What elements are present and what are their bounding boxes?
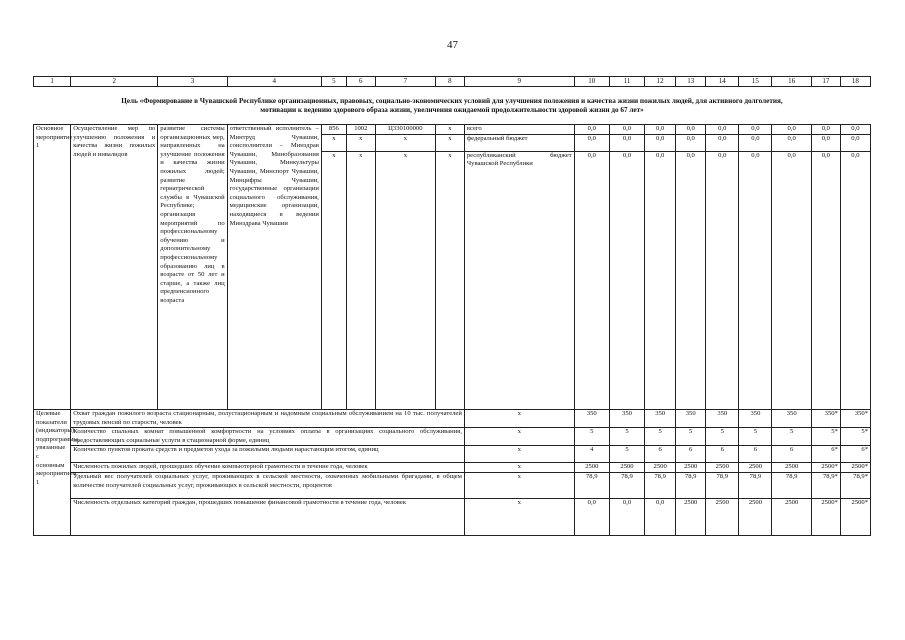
column-number-cell: 1 (34, 77, 71, 87)
indicator-value: 6 (645, 446, 676, 463)
indicator-value: 5 (772, 428, 811, 446)
indicator-value: 2500 (772, 498, 811, 535)
cell-value: 0,0 (676, 125, 706, 135)
indicator-value: 2500 (645, 463, 676, 473)
indicator-value: 6 (676, 446, 706, 463)
cell-value: 0,0 (840, 125, 870, 135)
indicator-value: 78,9 (772, 472, 811, 498)
main-event-name: Осуществление мер по улучшению положения и качества жизни пожилых людей и инвалидов (71, 125, 158, 410)
column-number-cell: 4 (227, 77, 321, 87)
cell-value: 0,0 (676, 151, 706, 409)
cell-value: 0,0 (772, 125, 811, 135)
cell-source: всего (464, 125, 574, 135)
indicator-value: 2500 (609, 463, 644, 473)
indicator-source: x (464, 410, 574, 428)
indicator-row (34, 410, 871, 428)
indicator-value: 2500 (574, 463, 609, 473)
cell-value: 0,0 (811, 125, 840, 135)
indicator-source: x (464, 446, 574, 463)
column-number-cell: 10 (574, 77, 609, 87)
cell-value: 0,0 (574, 134, 609, 151)
indicator-row (34, 463, 871, 473)
cell-value: 0,0 (840, 134, 870, 151)
column-number-cell: 7 (375, 77, 435, 87)
indicator-value: 0,0 (645, 498, 676, 535)
indicators-label: Целевые показатели (индикаторы) подпрограммы, увязанные с основным мероприятием 1 (34, 410, 71, 536)
cell-c5: x (321, 151, 346, 409)
cell-c7: x (375, 151, 435, 409)
indicator-value: 2500 (676, 463, 706, 473)
goal-title (33, 97, 871, 115)
column-number-cell: 14 (706, 77, 739, 87)
cell-value: 0,0 (645, 125, 676, 135)
indicator-value: 78,9 (645, 472, 676, 498)
indicator-value: 2500* (840, 463, 870, 473)
main-event-executors: ответственный исполнитель – Минтруд Чувашии, соисполнители – Минздрав Чувашии, Минобразования Чувашии, Минкультуры Чувашии, Минспорт Чувашии, Минцифры Чувашии, государственные организации социального обслуживания, медицинские организации, находящиеся в ведении Минздрава Чувашии (227, 125, 321, 410)
indicator-row (34, 472, 871, 498)
cell-c6: 1002 (346, 125, 375, 135)
indicator-value: 78,9 (739, 472, 772, 498)
indicator-value: 5* (811, 428, 840, 446)
cell-value: 0,0 (739, 134, 772, 151)
indicator-value: 2500 (739, 463, 772, 473)
indicator-value: 4 (574, 446, 609, 463)
cell-value: 0,0 (574, 151, 609, 409)
column-number-cell: 16 (772, 77, 811, 87)
indicator-source: x (464, 498, 574, 535)
cell-value: 0,0 (840, 151, 870, 409)
cell-c7: Ц330100000 (375, 125, 435, 135)
indicator-value: 2500 (676, 498, 706, 535)
cell-value: 0,0 (772, 134, 811, 151)
indicator-name: Охват граждан пожилого возраста стационарным, полустационарным и надомным социальным обслуживанием на 10 тыс. получателей трудовых пенсий по старости, человек (71, 410, 465, 428)
cell-value: 0,0 (609, 151, 644, 409)
main-event-label: Основное мероприятие 1 (34, 125, 71, 410)
column-number-row (34, 77, 871, 87)
indicator-name: Численность пожилых людей, прошедших обучение компьютерной грамотности в течение года, человек (71, 463, 465, 473)
indicator-value: 5 (676, 428, 706, 446)
cell-c5: 856 (321, 125, 346, 135)
cell-value: 0,0 (706, 134, 739, 151)
column-number-cell: 12 (645, 77, 676, 87)
indicator-source: x (464, 463, 574, 473)
column-number-cell: 3 (158, 77, 227, 87)
indicator-value: 2500* (840, 498, 870, 535)
indicator-value: 6 (772, 446, 811, 463)
indicator-value: 350 (574, 410, 609, 428)
goal-title-line1: Цель «Формирование в Чувашской Республике организационных, правовых, социально-экономических условий для улучшения положения и качества жизни пожилых людей, для активного долголетия, (121, 97, 783, 105)
program-table-body (34, 125, 871, 536)
indicator-value: 78,9 (574, 472, 609, 498)
indicator-value: 6 (706, 446, 739, 463)
indicator-value: 5 (609, 446, 644, 463)
indicator-value: 5* (840, 428, 870, 446)
cell-source: республиканский бюджет Чувашской Республики (464, 151, 574, 409)
indicator-source: x (464, 428, 574, 446)
column-number-header (33, 76, 871, 87)
indicator-value: 78,9 (609, 472, 644, 498)
column-number-cell: 11 (609, 77, 644, 87)
indicator-name: Удельный вес получателей социальных услуг, проживающих в сельской местности, охваченных мобильными бригадами, в общем количестве получателей социальных услуг, проживающих в сельской местности, процентов (71, 472, 465, 498)
indicator-value: 5 (706, 428, 739, 446)
indicator-value: 78,9 (706, 472, 739, 498)
indicator-name: Количество пунктов проката средств и предметов ухода за пожилыми людьми нарастающим итогом, единиц (71, 446, 465, 463)
indicator-row (34, 446, 871, 463)
indicator-value: 2500 (706, 498, 739, 535)
indicator-value: 350 (676, 410, 706, 428)
indicator-row (34, 498, 871, 535)
cell-value: 0,0 (811, 134, 840, 151)
cell-value: 0,0 (676, 134, 706, 151)
indicator-value: 6 (739, 446, 772, 463)
cell-c8: x (435, 151, 464, 409)
indicator-value: 2500* (811, 498, 840, 535)
indicator-value: 5 (609, 428, 644, 446)
indicator-value: 2500* (811, 463, 840, 473)
column-number-cell: 5 (321, 77, 346, 87)
page-number: 47 (447, 39, 458, 51)
column-number-cell: 13 (676, 77, 706, 87)
indicator-value: 350 (706, 410, 739, 428)
table-row (34, 125, 871, 135)
indicator-value: 6* (840, 446, 870, 463)
indicator-value: 350* (811, 410, 840, 428)
indicator-value: 78,9 (676, 472, 706, 498)
cell-value: 0,0 (609, 134, 644, 151)
indicator-value: 2500 (706, 463, 739, 473)
column-number-cell: 8 (435, 77, 464, 87)
indicator-row (34, 428, 871, 446)
indicator-value: 350 (772, 410, 811, 428)
cell-c8: x (435, 134, 464, 151)
cell-c5: x (321, 134, 346, 151)
column-number-cell: 2 (71, 77, 158, 87)
cell-value: 0,0 (609, 125, 644, 135)
indicator-value: 78,9* (811, 472, 840, 498)
indicator-value: 0,0 (609, 498, 644, 535)
cell-c6: x (346, 151, 375, 409)
cell-value: 0,0 (706, 151, 739, 409)
column-number-cell: 6 (346, 77, 375, 87)
column-number-cell: 17 (811, 77, 840, 87)
cell-value: 0,0 (645, 134, 676, 151)
cell-c6: x (346, 134, 375, 151)
indicator-value: 350 (645, 410, 676, 428)
main-event-tasks: развитие системы организационных мер, направленных на улучшение положения и качества жизни пожилых людей; развитие гериатрической службы в Чувашской Республике; организация мероприятий по профессиональному обучению и дополнительному профессиональному образованию лиц в возрасте от 50 лет и старше, а также лиц предпенсионного возраста (158, 125, 227, 410)
column-number-cell: 15 (739, 77, 772, 87)
cell-c8: x (435, 125, 464, 135)
indicator-name: Количество спальных комнат повышенной комфортности на условиях оплаты в организациях социального обслуживания, предоставляющих социальные услуги в стационарной форме, единиц (71, 428, 465, 446)
indicator-value: 2500 (772, 463, 811, 473)
cell-value: 0,0 (706, 125, 739, 135)
indicator-value: 5 (645, 428, 676, 446)
indicator-value: 6* (811, 446, 840, 463)
cell-value: 0,0 (574, 125, 609, 135)
indicator-value: 350* (840, 410, 870, 428)
cell-value: 0,0 (811, 151, 840, 409)
indicator-value: 5 (739, 428, 772, 446)
indicator-value: 5 (574, 428, 609, 446)
cell-value: 0,0 (772, 151, 811, 409)
indicator-value: 2500 (739, 498, 772, 535)
cell-value: 0,0 (645, 151, 676, 409)
indicator-name: Численность отдельных категорий граждан, прошедших повышение финансовой грамотности в течение года, человек (71, 498, 465, 535)
goal-title-line2: мотивации к ведению здорового образа жизни, увеличения ожидаемой продолжительности здоровой жизни до 67 лет» (260, 106, 644, 114)
cell-value: 0,0 (739, 151, 772, 409)
indicator-value: 350 (739, 410, 772, 428)
column-number-cell: 9 (464, 77, 574, 87)
indicator-value: 78,9* (840, 472, 870, 498)
indicator-value: 0,0 (574, 498, 609, 535)
cell-c7: x (375, 134, 435, 151)
indicator-source: x (464, 472, 574, 498)
indicator-value: 350 (609, 410, 644, 428)
program-table (33, 124, 871, 536)
cell-source: федеральный бюджет (464, 134, 574, 151)
cell-value: 0,0 (739, 125, 772, 135)
column-number-cell: 18 (840, 77, 870, 87)
